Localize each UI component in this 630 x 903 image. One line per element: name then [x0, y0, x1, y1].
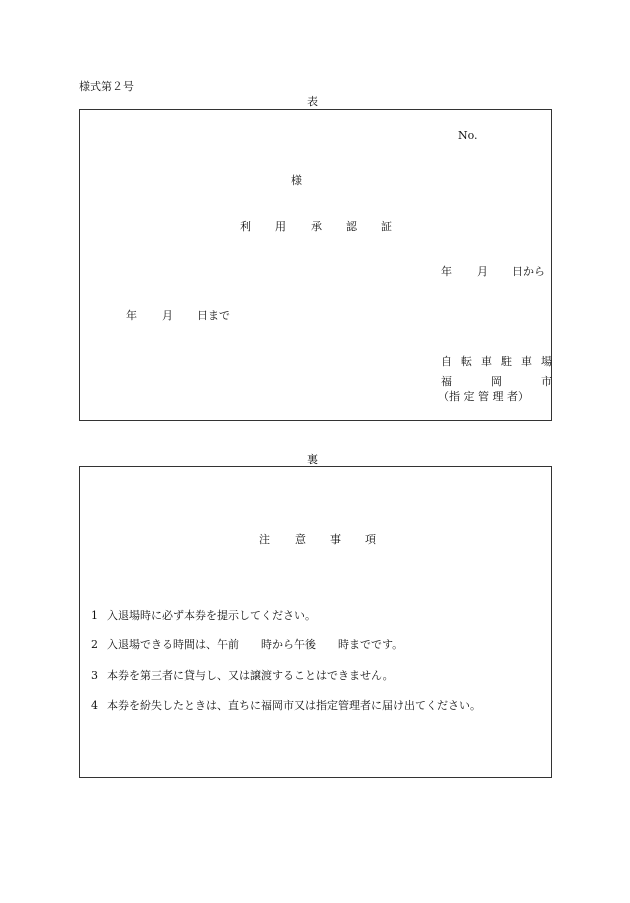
front-heading: 表 — [307, 95, 318, 108]
year-label: 年 — [126, 309, 137, 322]
note-item — [91, 669, 394, 683]
issuer-char: 場 — [541, 355, 552, 368]
note-text: 入退場できる時間は、午前 時から午後 時までです。 — [107, 638, 404, 651]
day-until-label: 日まで — [197, 309, 230, 322]
note-item — [91, 699, 481, 713]
issuer-char: 転 — [461, 355, 472, 368]
note-number: 4 — [91, 699, 98, 712]
addressee-suffix: 様 — [291, 174, 302, 187]
notes-title-char: 意 — [295, 533, 306, 546]
note-item — [91, 609, 316, 623]
issuer-char: 福 — [441, 375, 452, 388]
back-heading: 裏 — [307, 453, 318, 466]
title-char: 用 — [275, 220, 286, 233]
month-label: 月 — [162, 309, 173, 322]
no-label: No. — [458, 129, 478, 142]
notes-title-char: 注 — [259, 533, 270, 546]
title-char: 証 — [381, 220, 392, 233]
note-number: 2 — [91, 638, 98, 651]
title-char: 認 — [346, 220, 357, 233]
day-from-label: 日から — [512, 265, 545, 278]
note-number: 3 — [91, 669, 98, 682]
front-side-box — [79, 109, 552, 421]
issuer-char: 自 — [441, 355, 452, 368]
form-number: 様式第２号 — [79, 80, 134, 93]
issuer-char: 駐 — [501, 355, 512, 368]
month-label: 月 — [477, 265, 488, 278]
title-char: 承 — [311, 220, 322, 233]
back-side-box — [79, 466, 552, 778]
note-text: 本券を紛失したときは、直ちに福岡市又は指定管理者に届け出てください。 — [107, 699, 481, 712]
note-text: 本券を第三者に貸与し、又は譲渡することはできません。 — [107, 669, 394, 682]
note-item — [91, 638, 403, 652]
year-label: 年 — [441, 265, 452, 278]
note-text: 入退場時に必ず本券を提示してください。 — [107, 609, 316, 622]
issuer-char: 車 — [521, 355, 532, 368]
issuer-line-manager: （指 定 管 理 者） — [438, 390, 529, 403]
note-number: 1 — [91, 609, 98, 622]
issuer-char: 岡 — [491, 375, 502, 388]
notes-title-char: 事 — [330, 533, 341, 546]
title-char: 利 — [240, 220, 251, 233]
issuer-char: 車 — [481, 355, 492, 368]
issuer-char: 市 — [541, 375, 552, 388]
notes-title-char: 項 — [365, 533, 376, 546]
